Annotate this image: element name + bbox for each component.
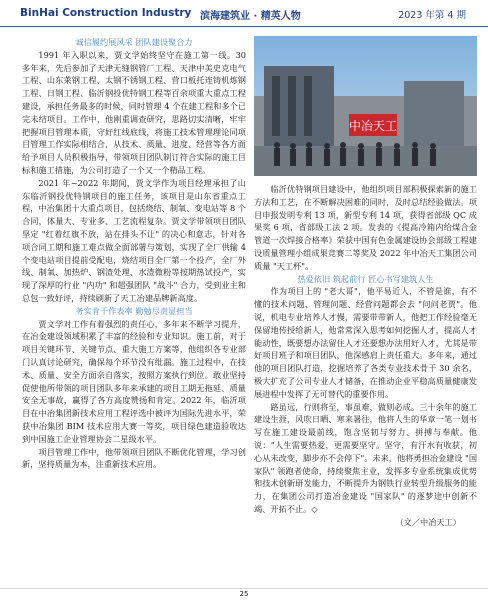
article-column-right (254, 183, 477, 529)
footer-divider (0, 588, 488, 589)
paragraph: 2021 年~2022 年期间，贾文学作为项目经理承担了山东临沂钢投优特钢项目的施工任务，该项目是山东省重点工程，中冶集团十大重点项目，包括烧结、制氧、变电站等 8 个合同，体量大、专业多、工艺流程复杂。贾文学带领项目团队坚定 "红着红旗不放，站在排头不让" 的决心和意志，针对各项合同工期和施工难点做全面部署与策划，实现了全厂供输 4 个变电站项目提前受配电，烧结项目全厂第一个投产，全厂外线、制氧、加热炉、钢渣处理、水渣微粉等按期热试投产，实现了深厚的行业 "内功" 和超强团队 "战斗" 合力，受到业主和总包一致好评，持续刷新了天工冶建品牌新高度。 (22, 177, 246, 303)
section-heading: 务实肯干作表率 勤勉尽责显担当 (75, 305, 193, 316)
section-name: 滨海建筑业 · 精英人物 (200, 11, 301, 22)
sign-text: 中冶天工 (348, 119, 398, 133)
paragraph: 项目管理工作中，他带领项目团队不断优化管理，学习创新，坚持质量为本，注重新技术应用。 (22, 446, 246, 470)
paragraph: 临沂优特钢项目建设中，他组织项目部积极探索新的施工方法和工艺，在不断解决困难的同时，及时总结经验做法。项目申报发明专利 13 项，新型专利 14 项，获得省部级 QC 成果奖 6 项，省部级工法 2 项。发表的《提高冷箱内给煤合金管道一次焊接合格率》荣获中国有色金属建设协会部级工程建设质量管理小组成果竞赛二等奖及 2022 年中冶天工集团公司质量 "天工杯"。 (254, 184, 477, 271)
page-header (0, 0, 488, 27)
section-heading: 诚信履约展风采 团队建设聚合力 (75, 37, 193, 47)
paragraph: 作为项目上的 "老大哥"，他平易近人，不管是谁，有不懂的技术问题、管理问题、经营问题都会去 "问问老贾"。他说，机电专业培养人才慢，需要带带新人，他把工作经验毫无保留地传授给新人，他常常深入思考如何挖掘人才，提高人才能动性，既要想办法留住人才还要想办法用好人才，尤其是带好项目班子和项目团队，他深感肩上责任重大。多年来，通过他的项目团队打造，挖掘培养了各类专业技术骨干 30 余名，极大扩充了公司专业人才储备，在推动企业平稳高质量健康发展进程中发挥了无可替代的重要作用。 (254, 286, 477, 399)
paragraph: 1991 年入职以来，贾文学始终坚守在施工第一线。30 多年来，先后参加了天津无缝钢管厂工程、天津中美史克电气工程、山东莱钢工程、太钢不锈钢工程、营口板托连铸机炼钢工程、日钢工程、临沂钢投优特钢工程等百余项重大重点工程建设，承担任务最多的时候，同时管理 4 个在建工程和多个已完未结项目。工作中，他刚重调查研究，思路切实清晰，牢牢把握项目管理本质，守好红线底线，将施工技术管理理论同项目管理工作实际相结合，从技术、质量、进度、经营等各方面给予项目人员积极指导，带领项目团队制订符合实际的施工目标和施工措施，为公司打造了一个又一个精品工程。 (22, 49, 246, 175)
byline: （文／中冶天工） (395, 516, 461, 527)
journal-name: BinHai Construction Industry (20, 7, 192, 19)
section-heading: 热爱依旧 筑起前行 匠心书写建筑人生 (297, 273, 434, 284)
article-column-left (22, 36, 246, 471)
issue-number: 2023 年第 4 期 (398, 10, 466, 21)
paragraph: 路虽远，行则将至，事虽难，做则必成。三十余年的施工建设生涯，风吹日晒、寒来暑往，他将人生的华章一笔一划书写在施工建设最前线，饱含坚韧与努力、拼搏与奉献。他说："人生需要热爱，更需要坚守。坚守，有汗水有收获，初心从未改变，脚步亦不会停下"。未来，他将勇担冶金建设 "国家队" 领跑者使命，持续聚焦主业，发挥多专业系统集成优势和技术创新研发能力，不断提升为钢铁行业转型升级服务的能力，在集团公司打造冶金建设 "国家队" 的逐梦途中创新不竭、开拓不止。◇ (254, 401, 478, 514)
page-number: 25 (239, 590, 249, 598)
construction-site-photo (254, 36, 477, 176)
paragraph: 贾文学对工作有着强烈的责任心，多年来不断学习提升，在冶金建设领域积累了丰富的经验和专业知识。施工前，对于项目关键环节、关键节点、重大施工方案等，他组织各专业部门认真讨论研究，确保每个环节没有纰漏。施工过程中，在技术、质量、安全方面亲自落实，按照方案执行到位。敢业坚持促使他所带领的项目团队多年来承建的项目工期无拖延、质量安全无事故，赢得了各方高度赞扬和肯定。2022 年，临沂项目在中冶集团新技术应用工程评选中被评为国际先进水平，荣获中冶集团 BIM 技术应用大赛一等奖，项目绿色建造验收达到中国施工企业管理协会二星级水平。 (22, 318, 246, 444)
photo-illustration (254, 36, 477, 176)
